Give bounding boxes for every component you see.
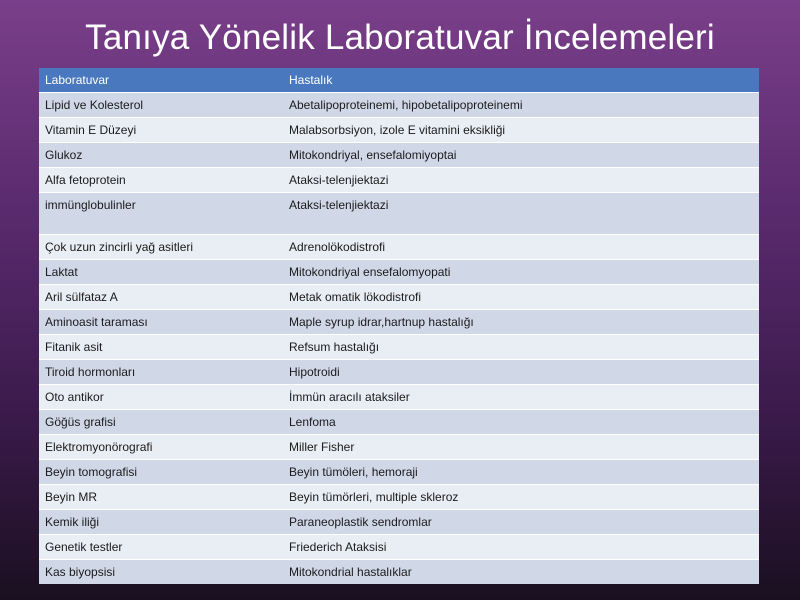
table-row [39, 460, 759, 485]
cell-laboratuvar: Oto antikor [39, 385, 283, 410]
cell-laboratuvar: Fitanik asit [39, 335, 283, 360]
cell-laboratuvar: Beyin tomografisi [39, 460, 283, 485]
table-row [39, 510, 759, 535]
cell-laboratuvar: Vitamin E Düzeyi [39, 118, 283, 143]
table-row [39, 435, 759, 460]
cell-laboratuvar: Kemik iliği [39, 510, 283, 535]
cell-laboratuvar: Tiroid hormonları [39, 360, 283, 385]
cell-hastalik: Mitokondriyal, ensefalomiyoptai [283, 143, 759, 168]
cell-laboratuvar: Genetik testler [39, 535, 283, 560]
lab-table-container [39, 68, 759, 584]
table-row [39, 560, 759, 585]
cell-hastalik: İmmün aracılı ataksiler [283, 385, 759, 410]
cell-hastalik: Abetalipoproteinemi, hipobetalipoproteinemi [283, 93, 759, 118]
table-row [39, 485, 759, 510]
cell-laboratuvar: Beyin MR [39, 485, 283, 510]
table-row [39, 118, 759, 143]
cell-hastalik: Refsum hastalığı [283, 335, 759, 360]
cell-laboratuvar: Göğüs grafisi [39, 410, 283, 435]
table-row [39, 235, 759, 260]
table-row [39, 335, 759, 360]
cell-laboratuvar: Glukoz [39, 143, 283, 168]
cell-laboratuvar: Alfa fetoprotein [39, 168, 283, 193]
cell-hastalik: Adrenolökodistrofi [283, 235, 759, 260]
cell-laboratuvar: Lipid ve Kolesterol [39, 93, 283, 118]
cell-hastalik: Ataksi-telenjiektazi [283, 193, 759, 235]
cell-laboratuvar: Laktat [39, 260, 283, 285]
cell-laboratuvar: Aril sülfataz A [39, 285, 283, 310]
cell-hastalik: Mitokondriyal ensefalomyopati [283, 260, 759, 285]
cell-hastalik: Maple syrup idrar,hartnup hastalığı [283, 310, 759, 335]
table-row [39, 260, 759, 285]
cell-hastalik: Beyin tümöleri, hemoraji [283, 460, 759, 485]
cell-hastalik: Malabsorbsiyon, izole E vitamini eksikliği [283, 118, 759, 143]
table-row [39, 385, 759, 410]
table-row [39, 168, 759, 193]
table-row [39, 410, 759, 435]
cell-hastalik: Paraneoplastik sendromlar [283, 510, 759, 535]
cell-laboratuvar: Aminoasit taraması [39, 310, 283, 335]
cell-laboratuvar: Kas biyopsisi [39, 560, 283, 585]
cell-hastalik: Ataksi-telenjiektazi [283, 168, 759, 193]
cell-hastalik: Friederich Ataksisi [283, 535, 759, 560]
cell-laboratuvar: Çok uzun zincirli yağ asitleri [39, 235, 283, 260]
table-row [39, 310, 759, 335]
table-row [39, 143, 759, 168]
cell-hastalik: Hipotroidi [283, 360, 759, 385]
column-header-laboratuvar: Laboratuvar [39, 68, 283, 93]
cell-laboratuvar: immünglobulinler [39, 193, 283, 235]
cell-hastalik: Beyin tümörleri, multiple skleroz [283, 485, 759, 510]
table-row [39, 285, 759, 310]
slide-title: Tanıya Yönelik Laboratuvar İncelemeleri [85, 18, 715, 57]
cell-hastalik: Mitokondrial hastalıklar [283, 560, 759, 585]
cell-laboratuvar: Elektromyonörografi [39, 435, 283, 460]
table-row [39, 93, 759, 118]
table-header-row [39, 68, 759, 93]
cell-hastalik: Lenfoma [283, 410, 759, 435]
lab-table [39, 68, 759, 584]
column-header-hastalik: Hastalık [283, 68, 759, 93]
cell-hastalik: Metak omatik lökodistrofi [283, 285, 759, 310]
cell-hastalik: Miller Fisher [283, 435, 759, 460]
table-row [39, 193, 759, 235]
table-row [39, 360, 759, 385]
table-row [39, 535, 759, 560]
